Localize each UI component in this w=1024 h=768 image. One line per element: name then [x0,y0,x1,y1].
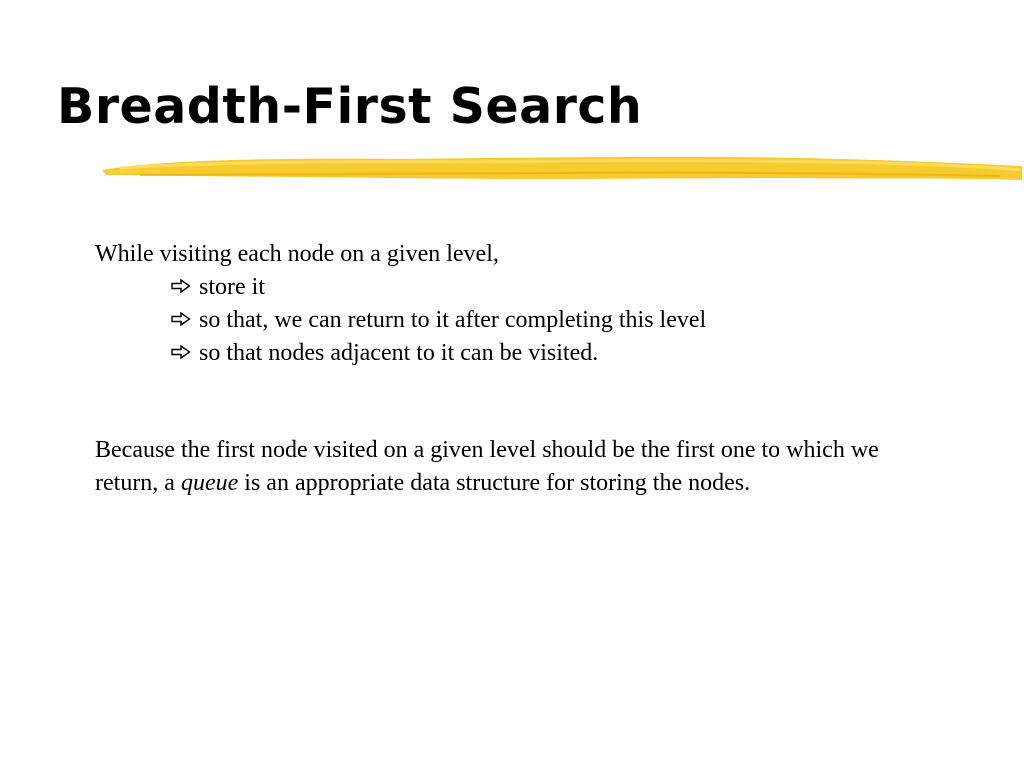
highlighter-stroke [100,148,1024,190]
intro-line: While visiting each node on a given level, [95,241,499,267]
hollow-arrow-icon [171,312,191,326]
hollow-arrow-icon [171,279,191,293]
paragraph-text: is an appropriate data structure for storing the nodes. [238,470,751,496]
hollow-arrow-icon [171,345,191,359]
bullet-text: store it [199,274,265,300]
intro-block [95,238,706,370]
bullet-item [95,304,706,337]
bullet-text: so that nodes adjacent to it can be visited. [199,340,599,366]
paragraph-text: Because the first node visited on a given level should be the first one to which we return, a [95,437,879,496]
slide-title: Breadth-First Search [57,78,643,135]
queue-emphasis: queue [180,470,239,496]
conclusion-paragraph [95,434,925,500]
bullet-item [95,271,706,304]
bullet-item [95,337,706,370]
bullet-text: so that, we can return to it after completing this level [199,307,707,333]
